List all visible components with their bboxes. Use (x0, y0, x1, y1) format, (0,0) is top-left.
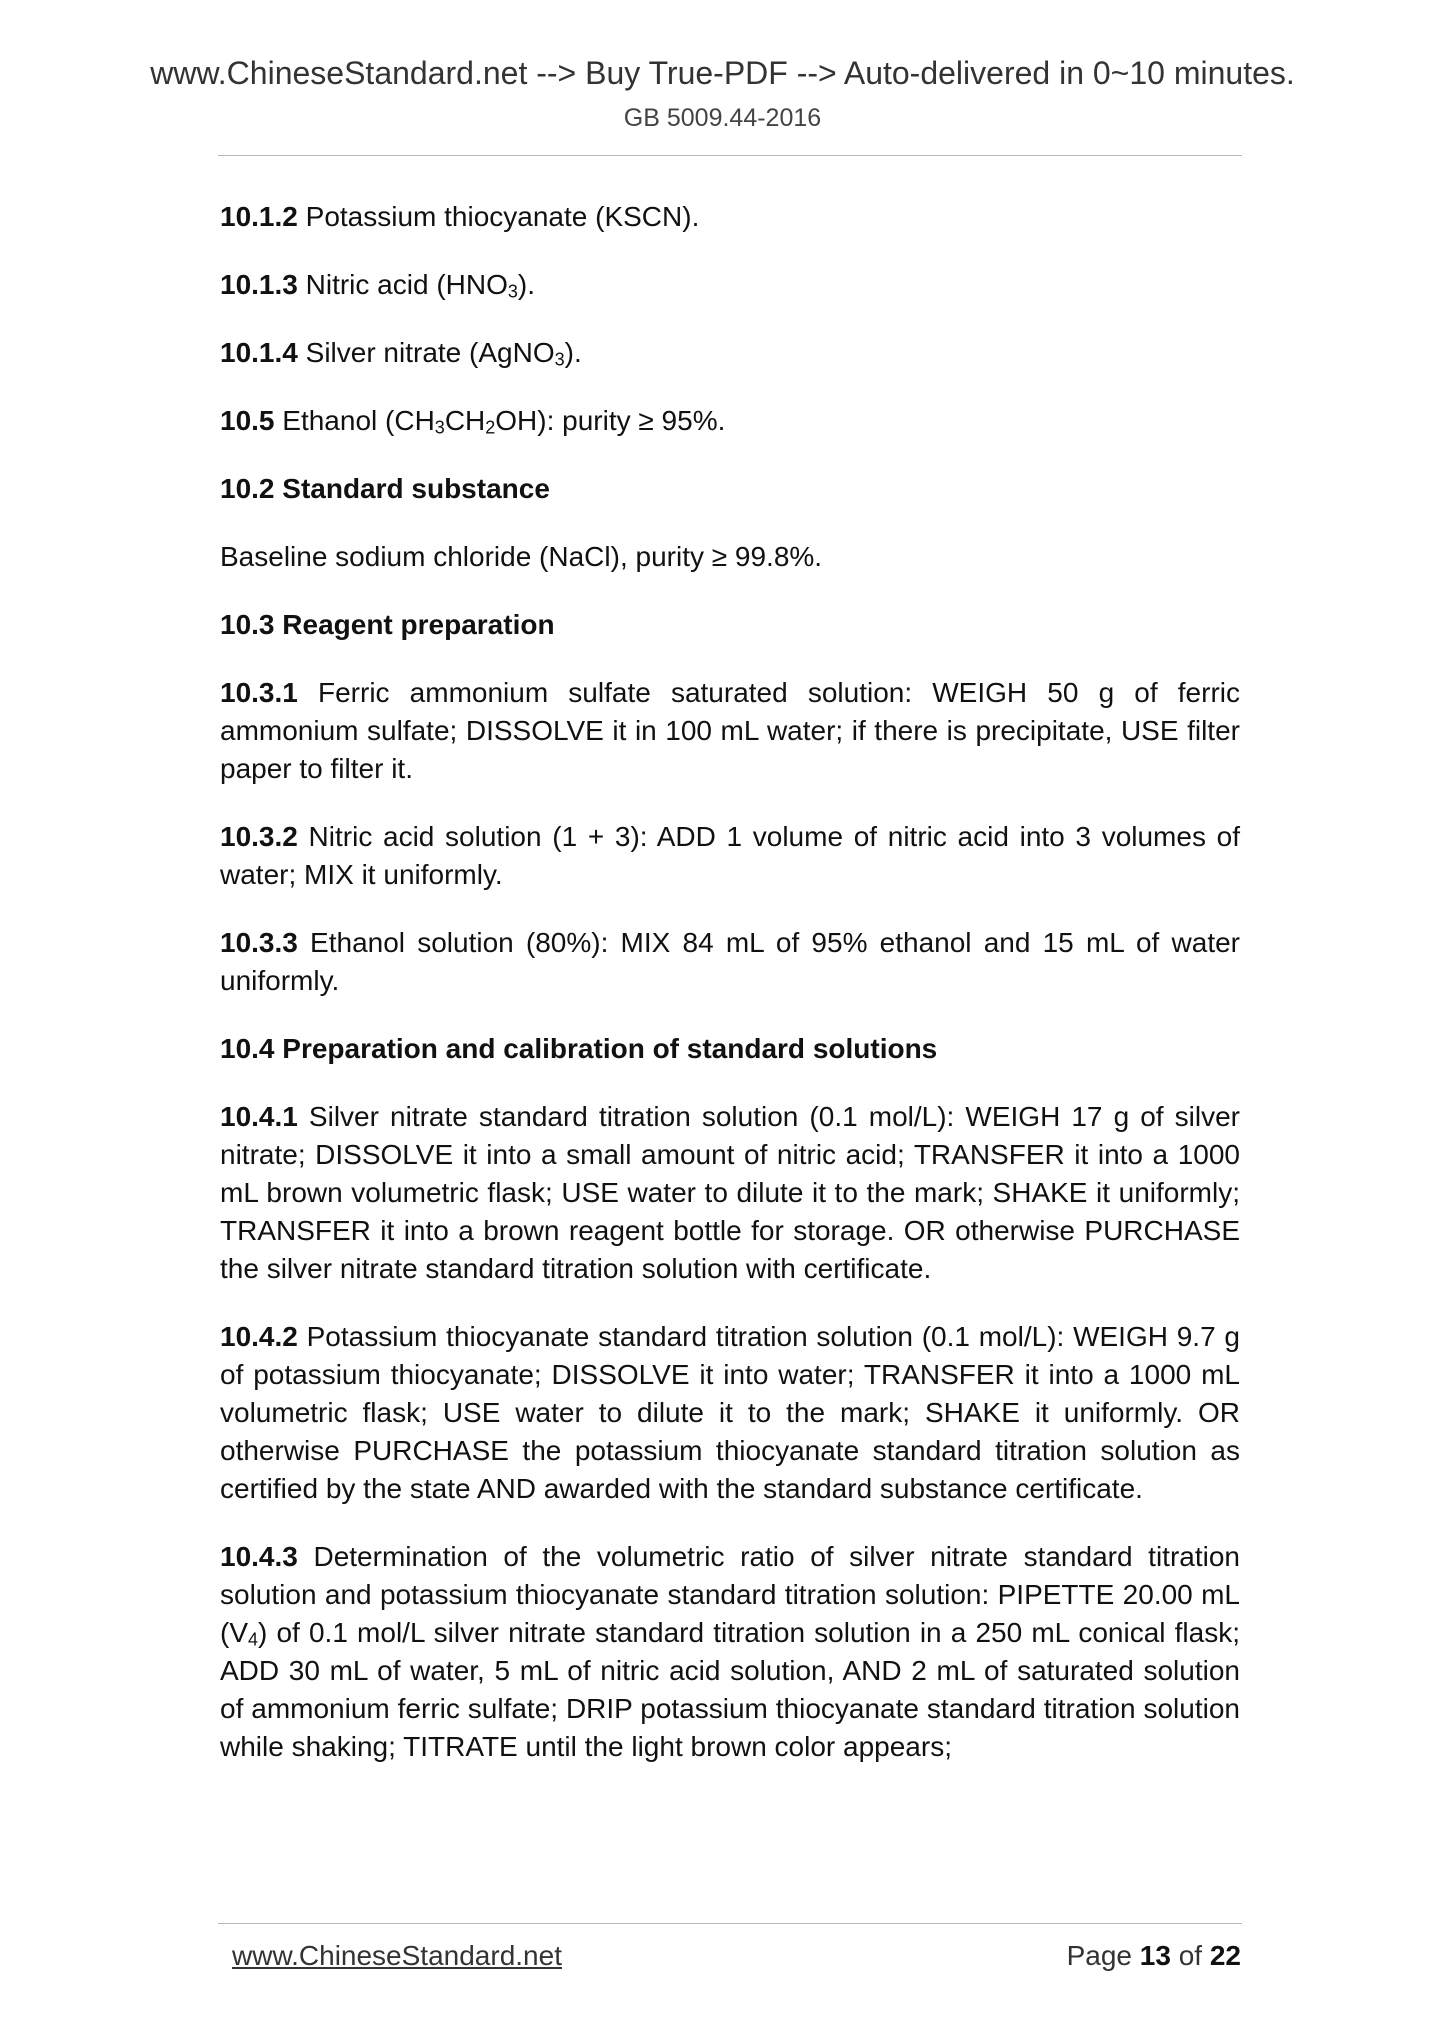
section-heading (220, 606, 1240, 644)
page-label: Page (1066, 1940, 1132, 1971)
clause-item (220, 1318, 1240, 1508)
clause-text: ) of 0.1 mol/L silver nitrate standard titration solution in a 250 mL conical flask; ADD 30 mL of water, 5 mL of nitric acid solution, AND 2 mL of saturated solution of ammonium ferric sulfate; DRIP potassium thiocyanate standard titration solution while shaking; TITRATE until the light brown color appears; (220, 1617, 1240, 1762)
paragraph-text: Baseline sodium chloride (NaCl), purity ≥ 99.8%. (220, 541, 823, 572)
section-heading (220, 1030, 1240, 1068)
clause-text: Silver nitrate standard titration solution (0.1 mol/L): WEIGH 17 g of silver nitrate; DISSOLVE it into a small amount of nitric acid; TRANSFER it into a 1000 mL brown volumetric flask; USE water to dilute it to the mark; SHAKE it uniformly; TRANSFER it into a brown reagent bottle for storage. OR otherwise PURCHASE the silver nitrate standard titration solution with certificate. (220, 1101, 1240, 1284)
clause-number: 10.4.3 (220, 1541, 298, 1572)
clause-item (220, 1538, 1240, 1766)
footer-divider (218, 1923, 1242, 1924)
clause-number: 10.4.2 (220, 1321, 298, 1352)
clause-number: 10.5 (220, 405, 275, 436)
clause-text: Potassium thiocyanate (KSCN). (297, 201, 700, 232)
clause-text: OH): purity ≥ 95%. (495, 405, 726, 436)
clause-text: Ferric ammonium sulfate saturated solution: WEIGH 50 g of ferric ammonium sulfate; DISSOLVE it in 100 mL water; if there is precipitate, USE filter paper to filter it. (220, 677, 1240, 784)
clause-item (220, 818, 1240, 894)
clause-number: 10.3.3 (220, 927, 298, 958)
clause-text: ). (517, 269, 535, 300)
clause-text: Ethanol (CH (274, 405, 435, 436)
clause-item (220, 266, 1240, 304)
subscript: 4 (248, 1629, 259, 1650)
clause-item (220, 402, 1240, 440)
page-of: of (1178, 1940, 1203, 1971)
subscript: 2 (485, 417, 496, 438)
header-banner: www.ChineseStandard.net --> Buy True-PDF --> Auto-delivered in 0~10 minutes. (150, 55, 1295, 91)
header-divider (218, 155, 1242, 156)
clause-item (220, 674, 1240, 788)
clause-text: Silver nitrate (AgNO (297, 337, 555, 368)
clause-number: 10.3.2 (220, 821, 298, 852)
clause-item (220, 924, 1240, 1000)
clause-text: Nitric acid (HNO (297, 269, 508, 300)
clause-item (220, 198, 1240, 236)
subscript: 3 (434, 417, 445, 438)
heading-text: 10.3 Reagent preparation (220, 609, 555, 640)
clause-text: Ethanol solution (80%): MIX 84 mL of 95% ethanol and 15 mL of water uniformly. (220, 927, 1240, 996)
clause-text: Nitric acid solution (1 + 3): ADD 1 volume of nitric acid into 3 volumes of water; MIX it uniformly. (220, 821, 1240, 890)
document-body (220, 198, 1240, 1796)
clause-number: 10.3.1 (220, 677, 298, 708)
clause-item (220, 334, 1240, 372)
standard-number: GB 5009.44-2016 (623, 104, 822, 132)
heading-text: 10.4 Preparation and calibration of standard solutions (220, 1033, 938, 1064)
page-current: 13 (1139, 1940, 1171, 1971)
subscript: 3 (554, 349, 565, 370)
clause-number: 10.1.2 (220, 201, 298, 232)
subscript: 3 (507, 281, 518, 302)
clause-text: ). (564, 337, 582, 368)
page-total: 22 (1209, 1940, 1241, 1971)
clause-number: 10.1.3 (220, 269, 298, 300)
paragraph (220, 538, 1240, 576)
section-heading (220, 470, 1240, 508)
heading-text: 10.2 Standard substance (220, 473, 550, 504)
page-indicator (1067, 1940, 1241, 1972)
clause-text: Determination of the volumetric ratio of silver nitrate standard titration solution and potassium thiocyanate standard titration solution: PIPETTE 20.00 mL (V (220, 1541, 1240, 1648)
footer-site-link[interactable]: www.ChineseStandard.net (232, 1940, 562, 1971)
clause-text: Potassium thiocyanate standard titration solution (0.1 mol/L): WEIGH 9.7 g of potassium thiocyanate; DISSOLVE it into water; TRANSFER it into a 1000 mL volumetric flask; USE water to dilute it to the mark; SHAKE it uniformly. OR otherwise PURCHASE the potassium thiocyanate standard titration solution as certified by the state AND awarded with the standard substance certificate. (220, 1321, 1240, 1504)
clause-text: CH (444, 405, 486, 436)
clause-number: 10.1.4 (220, 337, 298, 368)
clause-number: 10.4.1 (220, 1101, 298, 1132)
clause-item (220, 1098, 1240, 1288)
